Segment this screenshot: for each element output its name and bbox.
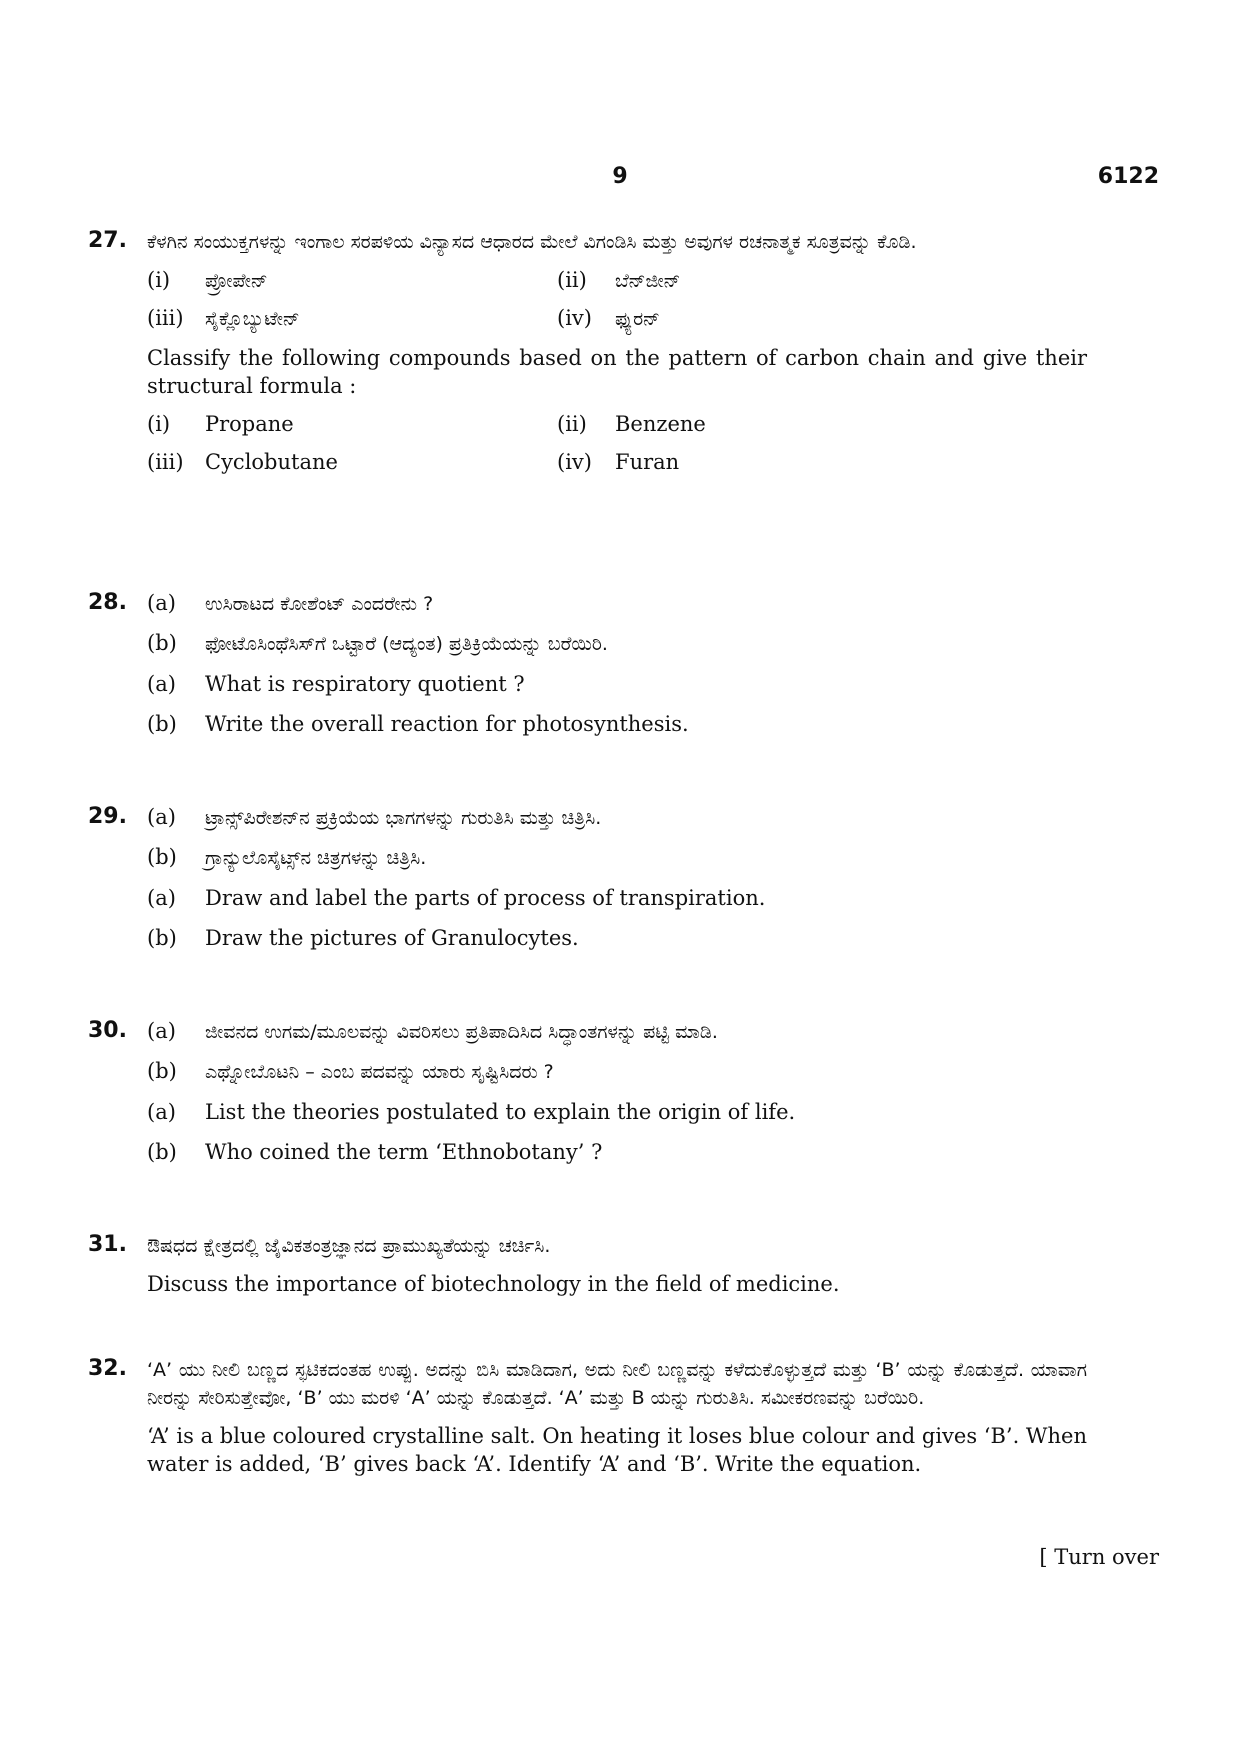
option: (ii) Benzene [557, 412, 706, 436]
question-27 [88, 228, 1148, 488]
sub-question: (b) Who coined the term ‘Ethnobotany’ ? [147, 1140, 603, 1164]
sub-question: (a) List the theories postulated to explain the origin of life. [147, 1100, 796, 1124]
page-number: 9 [612, 164, 628, 189]
question-text-english: ‘A’ is a blue coloured crystalline salt. On heating it loses blue colour and gives ‘B’. When water is added, ‘B’ gives back ‘A’. Identify ‘A’ and ‘B’. Write the equation. [147, 1424, 1087, 1476]
sub-question: (b) ಎಥ್ನೋಬೊಟನಿ – ಎಂಬ ಪದವನ್ನು ಯಾರು ಸೃಷ್ಟಿಸಿದರು ? [147, 1059, 554, 1083]
options-english [147, 410, 1087, 476]
option: (ii) ಬೆನ್‌ಜೀನ್ [557, 268, 681, 292]
sub-question: (b) ಗ್ರಾನ್ಯುಲೊಸೈಟ್ಸ್‌ನ ಚಿತ್ರಗಳನ್ನು ಚಿತ್ರಿಸಿ. [147, 845, 427, 869]
question-32 [88, 1356, 1148, 1488]
question-31 [88, 1232, 1148, 1308]
sub-question: (b) ಫೋಟೊಸಿಂಥೆಸಿಸ್‌ಗೆ ಒಟ್ಟಾರೆ (ಆದ್ಯಂತ) ಪ್ರತಿಕ್ರಿಯೆಯನ್ನು ಬರೆಯಿರಿ. [147, 631, 608, 655]
option: (iv) ಫ್ಯುರನ್ [557, 306, 660, 330]
option: (iii) Cyclobutane [147, 450, 338, 474]
sub-question: (a) ಜೀವನದ ಉಗಮ/ಮೂಲವನ್ನು ವಿವರಿಸಲು ಪ್ರತಿಪಾದಿಸಿದ ಸಿದ್ಧಾಂತಗಳನ್ನು ಪಟ್ಟಿ ಮಾಡಿ. [147, 1019, 718, 1043]
question-28 [88, 590, 1148, 750]
question-number: 28. [88, 590, 127, 615]
sub-question: (b) Write the overall reaction for photosynthesis. [147, 712, 689, 736]
paper-code: 6122 [1097, 164, 1159, 189]
question-number: 27. [88, 228, 127, 253]
question-number: 31. [88, 1232, 127, 1257]
sub-question: (a) What is respiratory quotient ? [147, 672, 525, 696]
option: (iv) Furan [557, 450, 680, 474]
turn-over-label: [ Turn over [1039, 1545, 1159, 1569]
question-number: 32. [88, 1356, 127, 1381]
question-text-kannada: ಔಷಧದ ಕ್ಷೇತ್ರದಲ್ಲಿ ಜೈವಿಕತಂತ್ರಜ್ಞಾನದ ಪ್ರಾಮುಖ್ಯತೆಯನ್ನು ಚರ್ಚಿಸಿ. [147, 1235, 551, 1257]
options-kannada [147, 266, 1087, 332]
question-text-kannada: ಕೆಳಗಿನ ಸಂಯುಕ್ತಗಳನ್ನು ಇಂಗಾಲ ಸರಪಳಿಯ ವಿನ್ಯಾಸದ ಆಧಾರದ ಮೇಲೆ ವಿಗಂಡಿಸಿ ಮತ್ತು ಅವುಗಳ ರಚನಾತ್ಮಕ ಸೂತ್ರವನ್ನು ಕೊಡಿ. [147, 231, 917, 253]
option: (i) Propane [147, 412, 294, 436]
question-text-kannada: ‘A’ ಯು ನೀಲಿ ಬಣ್ಣದ ಸ್ಫಟಿಕದಂತಹ ಉಪ್ಪು. ಅದನ್ನು ಬಿಸಿ ಮಾಡಿದಾಗ, ಅದು ನೀಲಿ ಬಣ್ಣವನ್ನು ಕಳೆದುಕೊಳ್ಳುತ್ತದೆ ಮತ್ತು ‘B’ ಯನ್ನು ಕೊಡುತ್ತದೆ. ಯಾವಾಗ ನೀರನ್ನು ಸೇರಿಸುತ್ತೇವೋ, ‘B’ ಯು ಮರಳಿ ‘A’ ಯನ್ನು ಕೊಡುತ್ತದೆ. ‘A’ ಮತ್ತು B ಯನ್ನು ಗುರುತಿಸಿ. ಸಮೀಕರಣವನ್ನು ಬರೆಯಿರಿ. [147, 1359, 1087, 1409]
question-number: 30. [88, 1018, 127, 1043]
question-29 [88, 804, 1148, 964]
sub-question: (b) Draw the pictures of Granulocytes. [147, 926, 579, 950]
question-text-english: Discuss the importance of biotechnology in the field of medicine. [147, 1272, 840, 1296]
option: (i) ಪ್ರೋಪೇನ್ [147, 268, 268, 292]
question-text-english: Classify the following compounds based on the pattern of carbon chain and give their structural formula : [147, 346, 1087, 398]
option: (iii) ಸೈಕ್ಲೊಬ್ಯುಟೇನ್ [147, 306, 300, 330]
question-30 [88, 1018, 1148, 1178]
sub-question: (a) ಟ್ರಾನ್ಸ್‌ಪಿರೇಶನ್‌ನ ಪ್ರಕ್ರಿಯೆಯ ಭಾಗಗಳನ್ನು ಗುರುತಿಸಿ ಮತ್ತು ಚಿತ್ರಿಸಿ. [147, 805, 602, 829]
sub-question: (a) ಉಸಿರಾಟದ ಕೋಶೆಂಟ್ ಎಂದರೇನು ? [147, 591, 434, 615]
question-number: 29. [88, 804, 127, 829]
sub-question: (a) Draw and label the parts of process of transpiration. [147, 886, 766, 910]
